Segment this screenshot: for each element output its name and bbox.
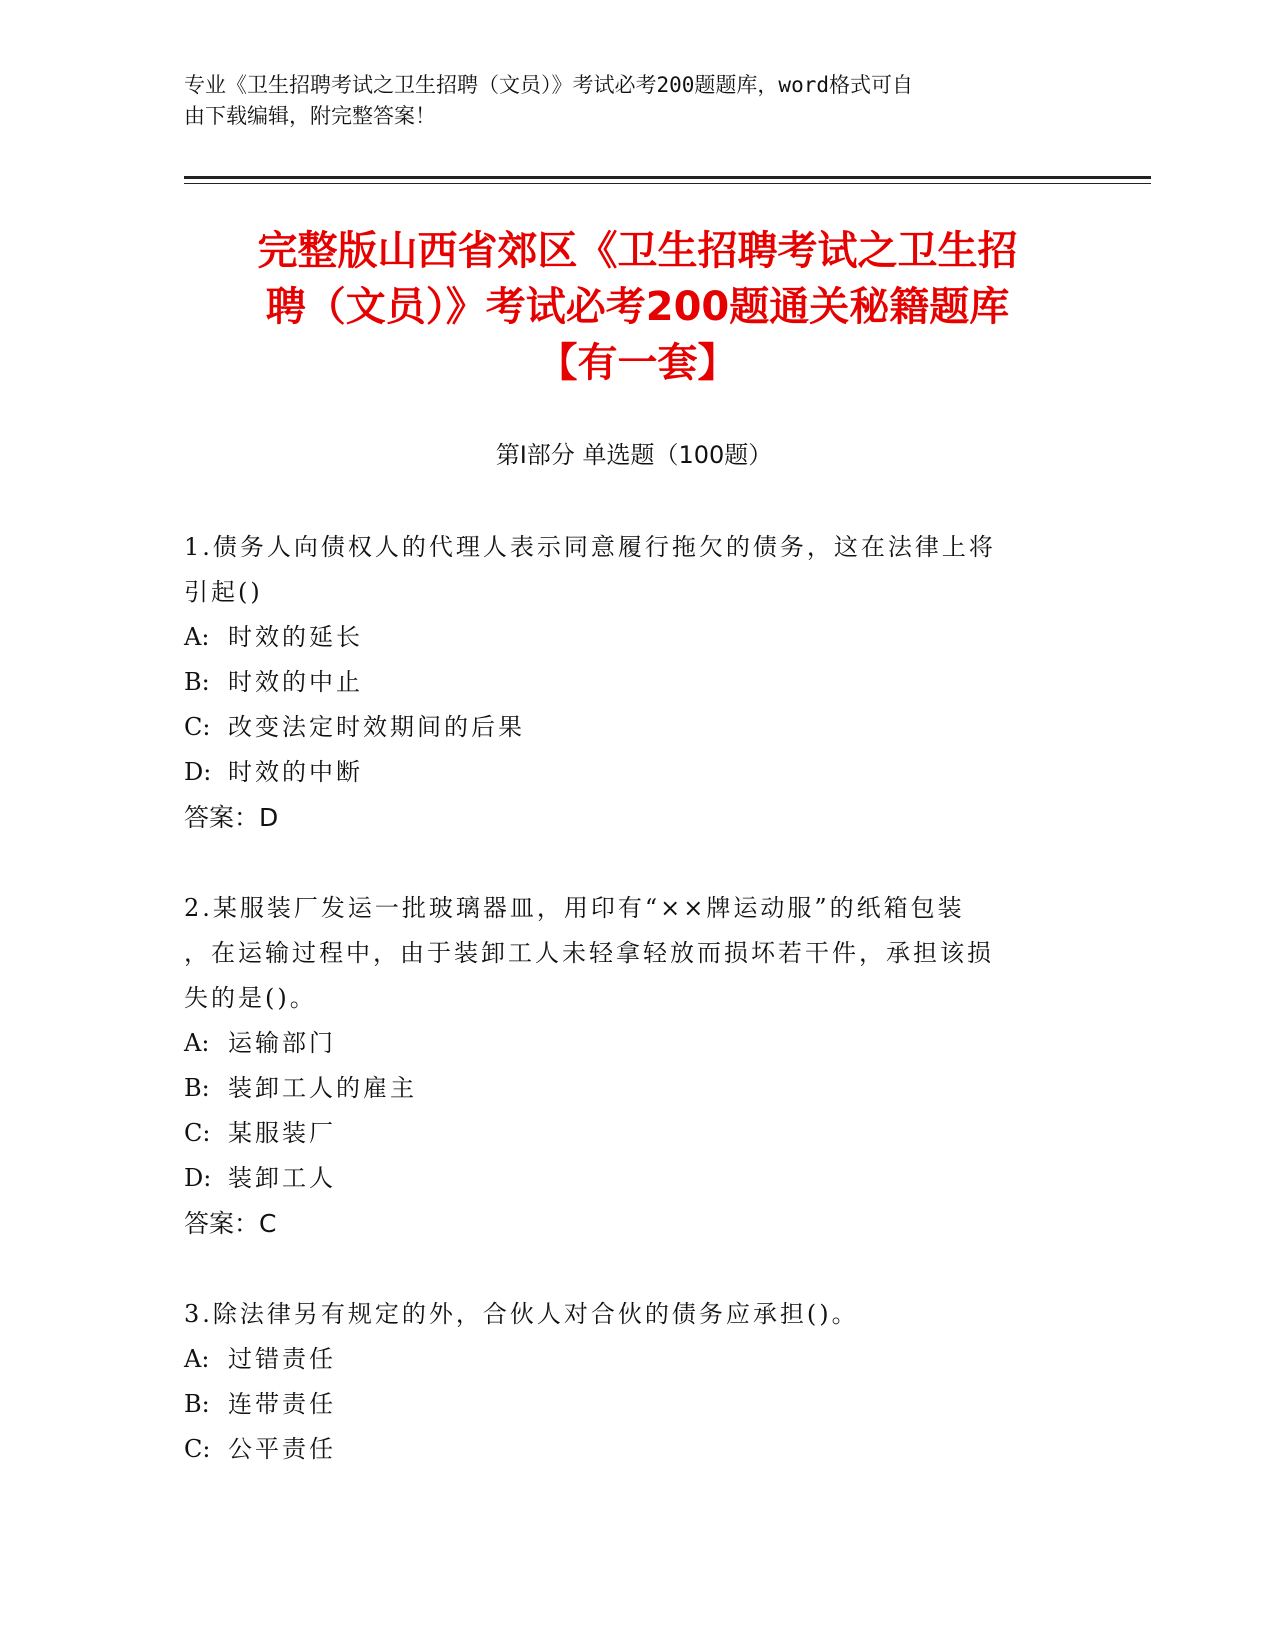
- option-letter: B:: [184, 668, 210, 696]
- question-text-line: ，在运输过程中，由于装卸工人未轻拿轻放而损坏若干件，承担该损: [184, 939, 994, 967]
- option-b: [184, 660, 1054, 705]
- header-rule-thin: [184, 183, 1151, 184]
- option-text: 运输部门: [228, 1029, 336, 1057]
- option-a: [184, 1337, 1054, 1382]
- option-c: [184, 1111, 1054, 1156]
- option-text: 时效的中止: [228, 668, 363, 696]
- question-list: [184, 525, 1054, 1518]
- option-letter: B:: [184, 1074, 210, 1102]
- option-c: [184, 705, 1054, 750]
- option-letter: C:: [184, 1435, 211, 1463]
- document-title: [175, 223, 1100, 391]
- section-title: 第Ⅰ部分 单选题（100题）: [495, 441, 773, 469]
- option-text: 装卸工人的雇主: [228, 1074, 417, 1102]
- option-text: 时效的中断: [228, 758, 363, 786]
- question-1: [184, 525, 1054, 840]
- page-header: [184, 70, 1084, 132]
- header-rule-thick: [184, 176, 1151, 179]
- option-text: 过错责任: [228, 1345, 336, 1373]
- question-text-line: 失的是()。: [184, 984, 317, 1012]
- option-letter: C:: [184, 713, 211, 741]
- answer: 答案：D: [184, 803, 279, 832]
- option-d: [184, 1156, 1054, 1201]
- option-text: 某服装厂: [228, 1119, 336, 1147]
- header-line-1: 专业《卫生招聘考试之卫生招聘（文员）》考试必考200题题库，word格式可自: [184, 73, 913, 97]
- title-line-2: 聘（文员）》考试必考200题通关秘籍题库: [265, 284, 1010, 330]
- question-2: [184, 886, 1054, 1246]
- option-a: [184, 1021, 1054, 1066]
- option-letter: A:: [184, 1029, 210, 1057]
- title-line-3: 【有一套】: [537, 340, 738, 386]
- option-letter: C:: [184, 1119, 211, 1147]
- question-3: [184, 1292, 1054, 1472]
- option-text: 装卸工人: [228, 1164, 336, 1192]
- header-line-2: 由下载编辑，附完整答案！: [184, 104, 436, 128]
- option-letter: D:: [184, 1164, 212, 1192]
- option-text: 连带责任: [228, 1390, 336, 1418]
- question-text-line: 2.某服装厂发运一批玻璃器皿，用印有“××牌运动服”的纸箱包装: [184, 894, 965, 922]
- title-line-1: 完整版山西省郊区《卫生招聘考试之卫生招: [257, 228, 1018, 274]
- answer: 答案：C: [184, 1209, 277, 1238]
- option-text: 时效的延长: [228, 623, 363, 651]
- option-c: [184, 1427, 1054, 1472]
- option-letter: A:: [184, 623, 210, 651]
- question-text-line: 3.除法律另有规定的外，合伙人对合伙的债务应承担()。: [184, 1300, 859, 1328]
- option-letter: A:: [184, 1345, 210, 1373]
- option-d: [184, 750, 1054, 795]
- option-text: 改变法定时效期间的后果: [228, 713, 525, 741]
- option-letter: B:: [184, 1390, 210, 1418]
- option-letter: D:: [184, 758, 212, 786]
- option-text: 公平责任: [228, 1435, 336, 1463]
- option-a: [184, 615, 1054, 660]
- question-text-line: 引起(): [184, 578, 263, 606]
- question-text-line: 1.债务人向债权人的代理人表示同意履行拖欠的债务，这在法律上将: [184, 533, 996, 561]
- option-b: [184, 1382, 1054, 1427]
- option-b: [184, 1066, 1054, 1111]
